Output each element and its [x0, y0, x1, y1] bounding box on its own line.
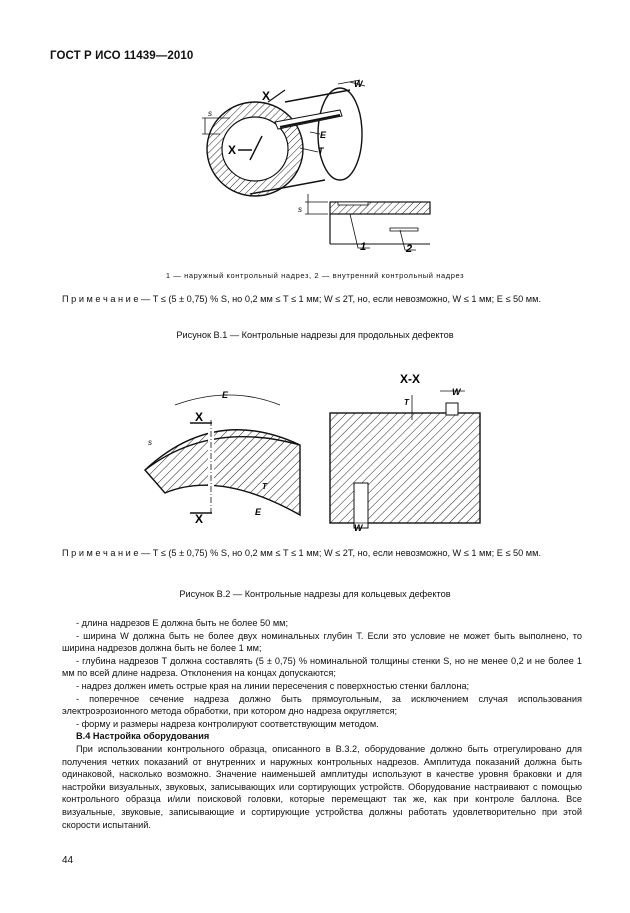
- list-item: - надрез должен иметь острые края на линии пересечения с поверхностью стенки баллона;: [76, 680, 470, 691]
- list-item: - ширина W должна быть не более двух номинальных глубин T. Если это условие не может быть выполнено, то ширина надрезов должна быть не более 1 мм;: [62, 630, 582, 654]
- fig1-label-1: 1: [360, 241, 367, 253]
- fig1-label-e: E: [320, 130, 327, 140]
- fig2-label-t: T: [262, 482, 267, 491]
- fig2-section-label: X-X: [400, 372, 421, 386]
- figure-1-legend: 1 — наружный контрольный надрез, 2 — внутренний контрольный надрез: [165, 271, 465, 280]
- fig2-label-x-top: X: [195, 410, 204, 424]
- page-number: 44: [62, 855, 74, 866]
- figure-2-drawing: [140, 365, 490, 535]
- figure-1-note: П р и м е ч а н и е — T ≤ (5 ± 0,75) % S, но 0,2 мм ≤ T ≤ 1 мм; W ≤ 2T, но, если невозможно, W ≤ 1 мм; E ≤ 50 мм.: [62, 294, 541, 304]
- fig2-label-w-bottom: W: [354, 523, 363, 533]
- section-paragraph: При использовании контрольного образца, описанного в В.3.2, оборудование должно быть отрегулировано для получения четких показаний от внутренних и наружных контрольных надрезов. Амплитуда показаний должна быть одинаковой, насколько возможно. Значение наименьшей амплитуды используют в качестве уровня браковки и для настройки визуальных, звуковых, записывающих или сортирующих устройств. Оборудование настраивают с помощью контрольного образца и/или поисковой головки, которые перемещают так же, как при контроле баллона. Все визуальные, звуковые, записывающие и сортирующие устройства должны работать удовлетворительно при этой скорости испытаний.: [62, 743, 582, 830]
- body-section: [62, 617, 582, 831]
- figure-2-title: Рисунок В.2 — Контрольные надрезы для кольцевых дефектов: [179, 589, 451, 599]
- fig2-label-e-bottom: E: [255, 507, 262, 517]
- figure-2-note: П р и м е ч а н и е — T ≤ (5 ± 0,75) % S, но 0,2 мм ≤ T ≤ 1 мм; W ≤ 2T, но, если невозможно, W ≤ 1 мм; E ≤ 50 мм.: [62, 548, 541, 558]
- list-item: - длина надрезов E должна быть не более 50 мм;: [76, 618, 289, 628]
- document-header: ГОСТ Р ИСО 11439—2010: [50, 50, 194, 62]
- fig1-label-x-left: X: [228, 143, 237, 157]
- list-item: - поперечное сечение надреза должно быть прямоугольным, за исключением случая использования электроэрозионного метода обработки, при котором дно надреза округляется;: [62, 693, 582, 717]
- fig2-label-e-top: E: [222, 390, 229, 400]
- fig2-label-t-section: T: [404, 398, 409, 407]
- fig1-label-t: T: [318, 146, 324, 156]
- fig1-label-s-top: s: [208, 109, 212, 118]
- fig1-label-w: W: [354, 79, 363, 89]
- figure-1-drawing: [190, 72, 450, 267]
- list-item: - глубина надрезов T должна составлять (5 ± 0,75) % номинальной толщины стенки S, но не менее 0,2 и не более 1 мм по всей длине надреза. Отклонения на концах допускаются;: [62, 655, 582, 679]
- fig2-label-w-top: W: [452, 387, 461, 397]
- fig1-label-x-top: X: [262, 89, 271, 103]
- fig2-label-s: s: [148, 438, 152, 447]
- section-heading: В.4 Настройка оборудования: [76, 731, 210, 742]
- fig1-label-2: 2: [406, 243, 413, 255]
- fig1-label-s-bottom: s: [298, 205, 302, 214]
- figure-1-title: Рисунок В.1 — Контрольные надрезы для продольных дефектов: [176, 330, 454, 340]
- list-item: - форму и размеры надреза контролируют соответствующим методом.: [76, 718, 379, 729]
- fig2-label-x-bottom: X: [195, 512, 204, 526]
